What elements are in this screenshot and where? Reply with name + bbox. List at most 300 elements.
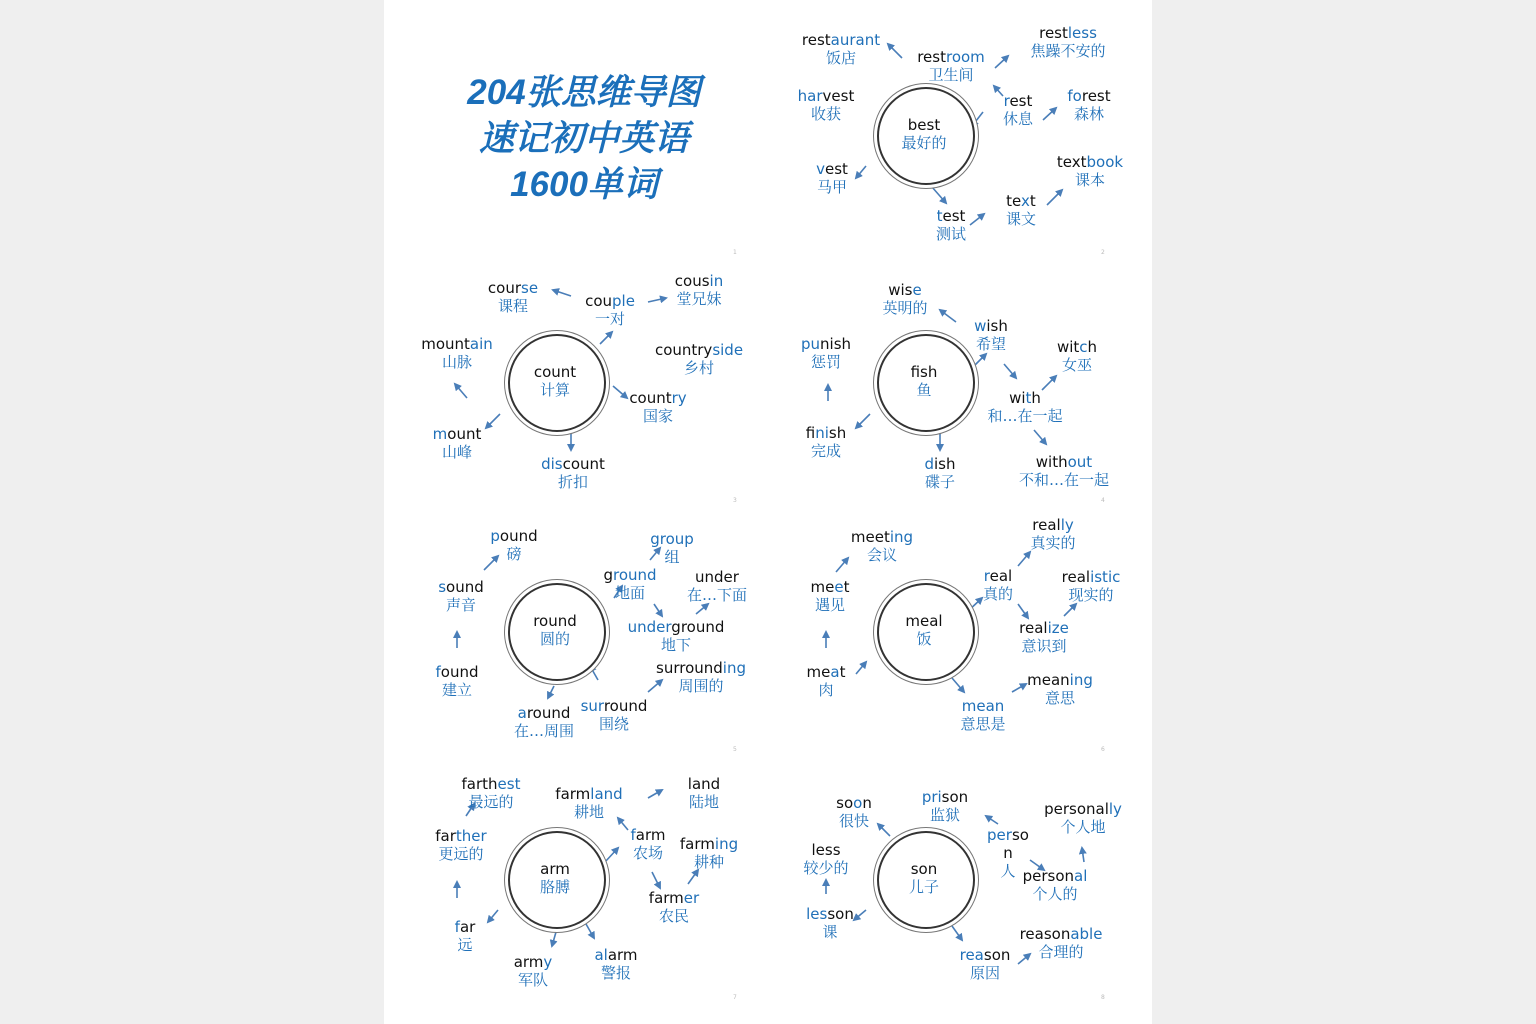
word-english — [960, 697, 1005, 715]
word-node-alarm — [594, 946, 637, 982]
arrow-best — [888, 44, 902, 58]
arrow-meal — [856, 662, 866, 674]
word-english — [983, 567, 1013, 585]
page-number: 6 — [1101, 746, 1105, 753]
highlighted-segment: dis — [541, 455, 563, 473]
word-chinese: 农场 — [632, 844, 663, 862]
arrow-son — [952, 926, 962, 940]
highlighted-segment: y — [543, 953, 553, 971]
arrow-fish — [972, 354, 986, 368]
word-node-group — [650, 530, 694, 566]
arrow-count — [553, 290, 571, 296]
word-chinese: 现实的 — [1068, 586, 1114, 604]
plain-segment: round — [603, 697, 648, 715]
word-node-finish — [806, 424, 846, 460]
word-english — [514, 953, 553, 971]
arrow-best — [932, 187, 946, 203]
word-english — [438, 578, 484, 596]
plain-segment: t — [1029, 192, 1036, 210]
highlighted-segment: m — [432, 425, 448, 443]
word-chinese: 肉 — [818, 681, 834, 699]
word-node-rest — [1003, 92, 1033, 128]
word-chinese: 围绕 — [598, 715, 630, 733]
word-english — [1019, 619, 1069, 637]
arrow-round — [654, 604, 662, 616]
page-number: 7 — [733, 994, 737, 1001]
word-english — [807, 663, 846, 681]
highlighted-segment: e — [912, 281, 922, 299]
word-english — [802, 31, 880, 49]
word-node-farming — [680, 835, 738, 871]
highlighted-segment: aurant — [830, 31, 881, 49]
arrow-fish — [856, 414, 870, 428]
plain-segment: round — [526, 704, 571, 722]
arrow-arm — [488, 910, 498, 922]
highlighted-segment: land — [590, 785, 623, 803]
highlighted-segment: ly — [1108, 800, 1122, 818]
highlighted-segment: out — [1067, 453, 1093, 471]
word-chinese: 真实的 — [1030, 534, 1076, 552]
word-chinese: 合理的 — [1038, 943, 1084, 961]
plain-segment: arm — [635, 826, 666, 844]
word-chinese: 意识到 — [1021, 637, 1067, 655]
word-english — [649, 889, 699, 907]
plain-segment: so — [1011, 826, 1029, 844]
word-english — [806, 424, 846, 442]
highlighted-segment: less — [1067, 24, 1097, 42]
highlighted-segment: group — [650, 530, 694, 548]
word-chinese: 更远的 — [438, 845, 484, 863]
plain-segment: meet — [850, 528, 890, 546]
arrow-meal — [952, 678, 964, 692]
word-english — [688, 775, 720, 793]
word-english — [987, 826, 1029, 844]
plain-segment: personal — [1044, 800, 1109, 818]
word-node-dish — [924, 455, 955, 491]
highlighted-segment: r — [1003, 92, 1010, 110]
word-chinese: 周围的 — [678, 677, 724, 695]
highlighted-segment: room — [945, 48, 985, 66]
arrow-best — [1047, 190, 1062, 205]
word-chinese: 休息 — [1002, 110, 1034, 128]
word-english-continued: n — [1003, 844, 1013, 862]
word-node-found — [436, 663, 479, 699]
arrow-arm — [652, 872, 660, 888]
word-node-couple — [585, 292, 635, 328]
word-node-reasonable — [1020, 925, 1103, 961]
page-number: 5 — [733, 746, 737, 753]
plain-segment: eal — [989, 567, 1013, 585]
center-word-en: count — [533, 363, 577, 381]
plain-segment: nish — [820, 335, 852, 353]
word-chinese: 军队 — [517, 971, 549, 989]
word-english — [433, 425, 482, 443]
word-chinese: 惩罚 — [810, 353, 841, 371]
title-line-1: 204张思维导图 — [467, 73, 701, 112]
word-chinese: 警报 — [600, 964, 632, 982]
arrow-meal — [1012, 684, 1026, 692]
word-english — [851, 528, 913, 546]
word-english — [541, 455, 605, 473]
word-english — [1062, 568, 1121, 586]
word-english — [650, 530, 694, 548]
word-english — [806, 905, 854, 923]
plain-segment: arm — [607, 946, 638, 964]
word-english — [436, 663, 479, 681]
word-chinese: 山峰 — [441, 443, 473, 461]
highlighted-segment: in — [709, 272, 724, 290]
plain-segment: ount — [447, 425, 482, 443]
arrow-arm — [552, 932, 556, 946]
arrow-best — [856, 166, 866, 178]
plain-segment: est — [1009, 92, 1033, 110]
arrow-count — [455, 384, 467, 398]
word-english — [628, 618, 725, 636]
word-english — [462, 775, 521, 793]
highlighted-segment: under — [627, 618, 672, 636]
arrow-fish — [1042, 376, 1056, 390]
highlighted-segment: pu — [800, 335, 821, 353]
plain-segment: me — [806, 663, 831, 681]
highlighted-segment: har — [797, 87, 823, 105]
plain-segment: ar — [459, 918, 476, 936]
arrow-best — [970, 214, 984, 225]
word-english — [974, 317, 1008, 335]
arrow-count — [486, 414, 500, 428]
center-word-en: round — [533, 612, 577, 630]
word-chinese: 课文 — [1005, 210, 1037, 228]
highlighted-segment: al — [1074, 867, 1088, 885]
word-chinese: 遇见 — [814, 596, 845, 614]
word-chinese: 地面 — [614, 584, 645, 602]
plain-segment: cous — [674, 272, 710, 290]
word-chinese: 课本 — [1074, 171, 1106, 189]
word-node-discount — [541, 455, 605, 491]
word-english — [922, 788, 968, 806]
word-chinese: 女巫 — [1061, 356, 1092, 374]
word-node-wish — [974, 317, 1008, 353]
highlighted-segment: ain — [469, 335, 493, 353]
plain-segment: ground — [671, 618, 725, 636]
word-english — [987, 389, 1062, 407]
word-chinese: 会议 — [866, 546, 897, 564]
highlighted-segment: ize — [1047, 619, 1069, 637]
plain-segment: son — [827, 905, 854, 923]
plain-segment: me — [810, 578, 835, 596]
word-chinese: 原因 — [969, 964, 1001, 982]
plain-segment: country — [654, 341, 713, 359]
highlighted-segment: c — [1079, 338, 1088, 356]
plain-segment: real — [1061, 568, 1091, 586]
plain-segment: wit — [1056, 338, 1080, 356]
word-chinese: 一对 — [594, 310, 626, 328]
word-english — [581, 697, 648, 715]
word-node-restroom — [917, 48, 985, 84]
highlighted-segment: rea — [959, 946, 984, 964]
word-node-under — [687, 568, 747, 604]
word-english — [1030, 24, 1105, 42]
plain-segment: ish — [986, 317, 1008, 335]
word-node-soon — [836, 794, 872, 830]
highlighted-segment: t — [936, 207, 943, 225]
word-node-really — [1030, 516, 1075, 552]
highlighted-segment: p — [490, 527, 500, 545]
word-english — [1003, 92, 1033, 110]
plain-segment: sh — [828, 424, 847, 442]
word-node-textbook — [1057, 153, 1123, 189]
arrow-best — [995, 56, 1008, 68]
word-chinese: 课程 — [497, 297, 528, 315]
center-word-zh: 饭 — [916, 630, 932, 648]
word-english — [836, 794, 872, 812]
highlighted-segment: d — [924, 455, 935, 473]
word-node-farther — [435, 827, 486, 863]
word-node-meet — [811, 578, 850, 614]
word-node-mount — [433, 425, 482, 461]
arrow-fish — [1034, 430, 1046, 444]
highlighted-segment: s — [438, 578, 447, 596]
center-word-en: best — [907, 116, 941, 134]
arrow-count — [613, 386, 627, 398]
word-node-restless — [1030, 24, 1105, 60]
word-english — [488, 279, 538, 297]
arrow-son — [878, 824, 890, 836]
word-chinese: 折扣 — [557, 473, 588, 491]
plain-segment: so — [836, 794, 854, 812]
word-english — [656, 659, 746, 677]
word-english — [1020, 925, 1103, 943]
highlighted-segment: v — [816, 160, 825, 178]
highlighted-segment: ry — [671, 389, 687, 407]
word-english — [455, 918, 476, 936]
highlighted-segment: les — [806, 905, 828, 923]
arrow-arm — [586, 924, 594, 938]
word-node-personally — [1044, 800, 1122, 836]
word-english — [924, 455, 955, 473]
word-node-personal — [1023, 867, 1088, 903]
page-number: 8 — [1101, 994, 1105, 1001]
center-word-en: arm — [540, 860, 570, 878]
word-english — [490, 527, 537, 545]
word-english — [629, 389, 686, 407]
word-chinese: 声音 — [445, 596, 477, 614]
plain-segment: h — [1031, 389, 1041, 407]
word-english — [1006, 192, 1036, 210]
word-node-wise — [882, 281, 927, 317]
plain-segment: te — [1006, 192, 1022, 210]
word-node-course — [488, 279, 538, 315]
plain-segment: ound — [499, 527, 538, 545]
plain-segment: mean — [1027, 671, 1070, 689]
arrow-son — [854, 910, 866, 920]
word-english — [1019, 453, 1109, 471]
word-node-farmer — [649, 889, 699, 925]
word-english — [798, 87, 855, 105]
plain-segment: real — [1019, 619, 1048, 637]
highlighted-segment: fo — [1067, 87, 1082, 105]
highlighted-segment: f — [435, 663, 441, 681]
plain-segment: wis — [888, 281, 913, 299]
plain-segment: reason — [1019, 925, 1071, 943]
highlighted-segment: t — [1025, 389, 1032, 407]
arrow-count — [648, 298, 666, 302]
highlighted-segment: ther — [455, 827, 487, 845]
word-chinese: 不和…在一起 — [1018, 471, 1110, 489]
arrow-arm — [648, 790, 662, 798]
word-chinese: 监狱 — [929, 806, 961, 824]
word-english — [675, 272, 723, 290]
word-english — [803, 841, 848, 859]
word-chinese: 地下 — [660, 636, 691, 654]
word-node-surrounding — [656, 659, 746, 695]
word-node-mountain — [421, 335, 493, 371]
arrow-meal — [1064, 604, 1076, 616]
highlighted-segment: f — [630, 826, 636, 844]
word-chinese: 在…周围 — [513, 722, 575, 740]
word-english — [603, 566, 656, 584]
plain-segment: ound — [446, 578, 484, 596]
word-english — [1057, 153, 1123, 171]
word-english — [687, 568, 747, 586]
word-chinese: 磅 — [506, 545, 522, 563]
highlighted-segment: al — [594, 946, 608, 964]
word-node-sound — [438, 578, 484, 614]
word-chinese: 马甲 — [816, 178, 848, 196]
center-word-arm — [540, 860, 570, 896]
word-node-around — [514, 704, 574, 740]
word-node-farmland — [555, 785, 622, 821]
plain-segment: son — [983, 946, 1011, 964]
word-node-lesson — [806, 905, 854, 941]
center-word-zh: 圆的 — [539, 630, 570, 648]
word-node-harvest — [798, 87, 855, 123]
word-chinese: 饭店 — [825, 49, 856, 67]
word-english — [680, 835, 738, 853]
arrow-best — [1043, 108, 1056, 120]
arrow-meal — [1018, 552, 1030, 566]
plain-segment: rest — [801, 31, 831, 49]
word-node-cousin — [675, 272, 723, 308]
word-chinese: 个人地 — [1060, 818, 1106, 836]
arrow-round — [696, 604, 708, 614]
plain-segment: farm — [679, 835, 715, 853]
word-node-meaning — [1027, 671, 1093, 707]
word-chinese: 希望 — [975, 335, 1006, 353]
arrow-fish — [940, 310, 956, 322]
highlighted-segment: able — [1070, 925, 1103, 943]
word-english — [555, 785, 622, 803]
plain-segment: est — [824, 160, 848, 178]
arrow-best — [994, 86, 1003, 96]
center-word-son — [909, 860, 939, 896]
plain-segment: est — [942, 207, 966, 225]
word-english — [655, 341, 743, 359]
word-chinese: 英明的 — [882, 299, 928, 317]
highlighted-segment: a — [517, 704, 527, 722]
highlighted-segment: f — [454, 918, 460, 936]
word-node-with — [987, 389, 1062, 425]
word-chinese: 国家 — [642, 407, 673, 425]
center-word-zh: 鱼 — [916, 381, 932, 399]
highlighted-segment: x — [1021, 192, 1030, 210]
word-english — [585, 292, 635, 310]
plain-segment: g — [603, 566, 613, 584]
word-english — [594, 946, 637, 964]
center-word-best — [901, 116, 946, 152]
highlighted-segment: o — [853, 794, 863, 812]
word-chinese: 焦躁不安的 — [1030, 42, 1106, 60]
highlighted-segment: e — [834, 578, 844, 596]
highlighted-segment: ing — [722, 659, 746, 677]
title-line-3: 1600单词 — [510, 165, 658, 204]
word-chinese: 人 — [1000, 862, 1016, 880]
highlighted-segment: mean — [961, 697, 1005, 715]
arrow-round — [590, 666, 598, 680]
highlighted-segment: ple — [612, 292, 635, 310]
word-english — [1044, 800, 1122, 818]
arrow-son — [1082, 848, 1084, 862]
highlighted-segment: r — [983, 567, 990, 585]
highlighted-segment: round — [612, 566, 657, 584]
highlighted-segment: a — [830, 663, 840, 681]
center-word-meal — [905, 612, 942, 648]
word-node-realize — [1019, 619, 1069, 655]
word-node-ground — [603, 566, 656, 602]
word-node-text — [1006, 192, 1036, 228]
word-english — [631, 826, 666, 844]
plain-segment: wi — [1009, 389, 1026, 407]
word-node-underground — [628, 618, 725, 654]
center-word-en: son — [910, 860, 938, 878]
page-number: 4 — [1101, 497, 1105, 504]
word-node-witch — [1057, 338, 1097, 374]
word-chinese: 卫生间 — [928, 66, 974, 84]
highlighted-segment: ing — [889, 528, 914, 546]
word-english — [1057, 338, 1097, 356]
word-node-farthest — [462, 775, 521, 811]
word-english — [421, 335, 493, 353]
highlighted-segment: ing — [1069, 671, 1093, 689]
highlighted-segment: book — [1086, 153, 1124, 171]
word-english — [936, 207, 966, 225]
plain-segment: rest — [917, 48, 946, 66]
word-chinese: 森林 — [1073, 105, 1105, 123]
plain-segment: ound — [440, 663, 479, 681]
word-node-vest — [816, 160, 848, 196]
plain-segment: farth — [461, 775, 498, 793]
word-node-punish — [801, 335, 851, 371]
word-english — [917, 48, 985, 66]
plain-segment: f — [805, 424, 816, 442]
word-english — [882, 281, 927, 299]
word-node-prison — [922, 788, 968, 824]
plain-segment: son — [941, 788, 969, 806]
word-english — [1067, 87, 1110, 105]
word-english — [811, 578, 850, 596]
word-chinese: 意思是 — [960, 715, 1006, 733]
plain-segment: rest — [1039, 24, 1068, 42]
center-word-zh: 胳膊 — [539, 878, 571, 896]
highlighted-segment: se — [521, 279, 539, 297]
plain-segment: rest — [1081, 87, 1111, 105]
arrow-meal — [836, 558, 848, 572]
word-chinese: 组 — [664, 548, 680, 566]
arrow-round — [548, 686, 554, 698]
center-word-zh: 计算 — [539, 381, 571, 399]
highlighted-segment: ing — [714, 835, 739, 853]
arrow-arm — [605, 848, 618, 862]
word-node-mean — [960, 697, 1005, 733]
